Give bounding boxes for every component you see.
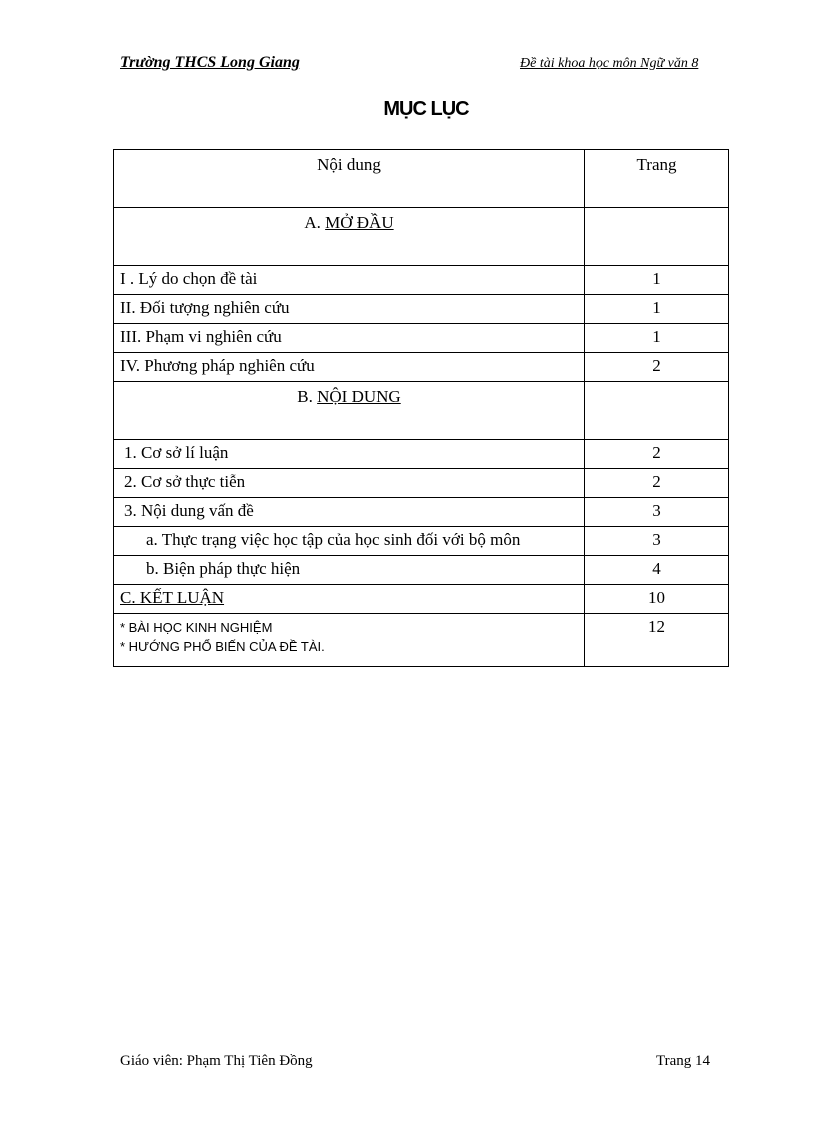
toc-row-text: IV. Phương pháp nghiên cứu: [114, 353, 585, 382]
section-a-row: [114, 208, 729, 266]
toc-row-text: 3. Nội dung vấn đề: [114, 498, 585, 527]
toc-row: [114, 266, 729, 295]
toc-row-page: 1: [585, 324, 729, 353]
header-topic: Đề tài khoa học môn Ngữ văn 8: [520, 56, 699, 71]
toc-row-text: III. Phạm vi nghiên cứu: [114, 324, 585, 353]
toc-row: [114, 295, 729, 324]
toc-row-text: 1. Cơ sở lí luận: [114, 440, 585, 469]
toc-row-page: 4: [585, 556, 729, 585]
toc-row-page: 3: [585, 527, 729, 556]
experience-row: [114, 614, 729, 667]
toc-header-row: [114, 150, 729, 208]
toc-row: [114, 498, 729, 527]
conclusion-row: [114, 585, 729, 614]
toc-row: [114, 556, 729, 585]
conclusion-page: 10: [585, 585, 729, 614]
toc-table: [113, 149, 729, 667]
toc-row-page: 1: [585, 266, 729, 295]
section-a-prefix: A.: [304, 213, 321, 232]
experience-text: [114, 614, 585, 667]
section-b-text: NỘI DUNG: [317, 387, 401, 406]
section-b-page: [585, 382, 729, 440]
section-b-prefix: B.: [297, 387, 313, 406]
experience-page: 12: [585, 614, 729, 667]
toc-row: [114, 469, 729, 498]
header-school: Trường THCS Long Giang: [120, 54, 300, 71]
toc-row-page: 1: [585, 295, 729, 324]
toc-row-page: 3: [585, 498, 729, 527]
col-page-header: Trang: [585, 150, 729, 208]
toc-row: [114, 353, 729, 382]
footer-teacher: Giáo viên: Phạm Thị Tiên Đồng: [120, 1053, 313, 1069]
toc-row: [114, 527, 729, 556]
col-content-header: Nội dung: [114, 150, 585, 208]
footer-page-number: Trang 14: [656, 1053, 711, 1069]
toc-row-text: a. Thực trạng việc học tập của học sinh đối với bộ môn: [114, 527, 585, 556]
toc-row-text: b. Biện pháp thực hiện: [114, 556, 585, 585]
section-a-heading: [114, 208, 585, 266]
section-a-page: [585, 208, 729, 266]
experience-line-1: * BÀI HỌC KINH NGHIỆM: [120, 620, 273, 635]
conclusion-label: C. KẾT LUẬN: [120, 588, 225, 607]
experience-line-2: * HƯỚNG PHỔ BIẾN CỦA ĐỀ TÀI.: [120, 639, 325, 654]
toc-row-page: 2: [585, 440, 729, 469]
toc-row-text: I . Lý do chọn đề tài: [114, 266, 585, 295]
toc-row-text: 2. Cơ sở thực tiễn: [114, 469, 585, 498]
section-b-row: [114, 382, 729, 440]
toc-row-text: II. Đối tượng nghiên cứu: [114, 295, 585, 324]
toc-row: [114, 324, 729, 353]
toc-row-page: 2: [585, 469, 729, 498]
page-title: MỤC LỤC: [383, 98, 469, 120]
conclusion-text: [114, 585, 585, 614]
toc-row: [114, 440, 729, 469]
toc-row-page: 2: [585, 353, 729, 382]
section-a-text: MỞ ĐẦU: [325, 213, 394, 232]
section-b-heading: [114, 382, 585, 440]
